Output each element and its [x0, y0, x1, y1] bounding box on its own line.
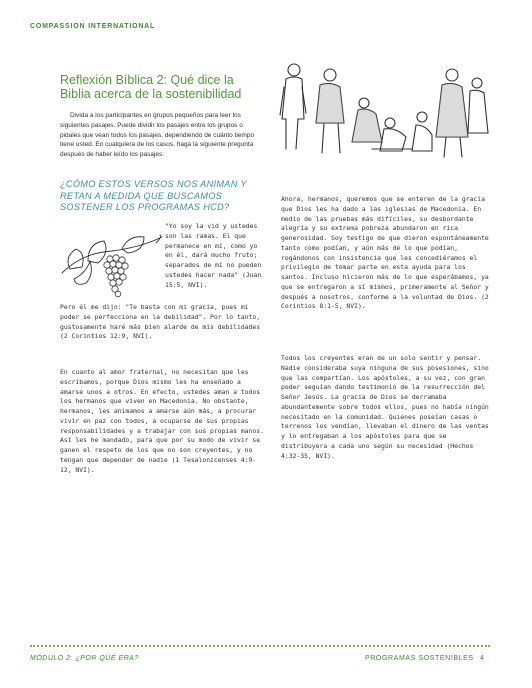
footer-module: MÓDULO 2: ¿POR QUÉ ERA? — [30, 655, 139, 662]
quote-2-corinthians-12: Pero él me dijo: "Te basta con mi gracia, pues mi poder se perfecciona en la debilidad". Por lo tanto, gustosamente haré más bien alarde de mis debilidades (2 Corintios 12:9, NVI). — [60, 303, 261, 341]
quote-1-thessalonians: En cuanto al amor fraternal, no necesitan que les escribamos, porque Dios mismo les ha enseñado a amarse unos a otros. En efecto, ustedes aman a todos los hermanos que viven en Macedonia. No obstante, hermanos, les animamos a amarse aún más, a procurar vivir en paz con todos, a ocuparse de sus propias responsabilidades y a trabajar con sus propias manos. Así les he mandado, para que por su modo de vivir se ganen el respeto de los que no son creyentes, y no tengan que depender de nadie (1 Tesalonicenses 4:9-12, NVI). — [60, 368, 264, 474]
grapevine-illustration-icon — [60, 233, 164, 299]
footer-divider — [30, 645, 490, 647]
footer-program: PROGRAMAS SOSTENIBLES — [365, 655, 474, 662]
quote-2-corinthians-8: Ahora, hermanos, queremos que se enteren de la gracia que Dios les ha dado a las iglesias de Macedonia. En medio de las pruebas más difíciles, su desbordante alegría y su extrema pobreza abundaron en rica generosidad. Soy testigo de que dieron espontáneamente tanto como podían, y aún más de lo que podían, rogándonos con insistencia que les concediéramos el privilegio de tomar parte en esta ayuda para los santos. Incluso hicieron más de lo que esperábamos, ya que se entregaron a sí mismos, primeramente al Señor y después a nosotros, conforme a la voluntad de Dios. (2 Corintios 8:1-5, NVI). — [281, 195, 489, 311]
page-number: 4 — [480, 655, 484, 662]
header-org: COMPASSION INTERNATIONAL — [30, 23, 156, 30]
people-sharing-illustration-icon — [272, 45, 494, 165]
discussion-question: ¿CÓMO ESTOS VERSOS NOS ANIMAN Y RETAN A MEDIDA QUE BUSCAMOS SOSTENER LOS PROGRAMAS HCD? — [60, 179, 247, 213]
quote-acts: Todos los creyentes eran de un solo sentir y pensar. Nadie consideraba suya ninguna de sus posesiones, sino que las compartían. Los apóstoles, a su vez, con gran poder seguían dando testimonio de la resurrección del Señor Jesús. La gracia de Dios se derramaba abundantemente sobre todos ellos, pues no había ningún necesitado en la comunidad. Quienes poseían casas o terrenos los vendían, llevaban el dinero de las ventas y lo entregaban a los apóstoles para que se distribuyera a cada uno según su necesidad (Hechos 4:32-35, NVI). — [281, 354, 489, 460]
intro-paragraph: Divida a los participantes en grupos pequeños para leer los siguientes pasajes. Puede dividir los pasajes entre los grupos o pidales que vean todos los pasajes, dependiendo de cuánto tiempo tiene usted. En cualquiera de los casos, haga la siguiente pregunta después de haber leído los pasajes: — [60, 112, 255, 159]
section-title: Reflexión Bíblica 2: Qué dice la Biblia acerca de la sostenibilidad — [60, 73, 242, 101]
quote-john: "Yo soy la vid y ustedes son las ramas. El que permanece en mí, como yo en él, dará mucho fruto; separados de mí no pueden ustedes hacer nada" (Juan 15:5, NVI). — [165, 222, 262, 289]
section-intro — [60, 111, 260, 160]
